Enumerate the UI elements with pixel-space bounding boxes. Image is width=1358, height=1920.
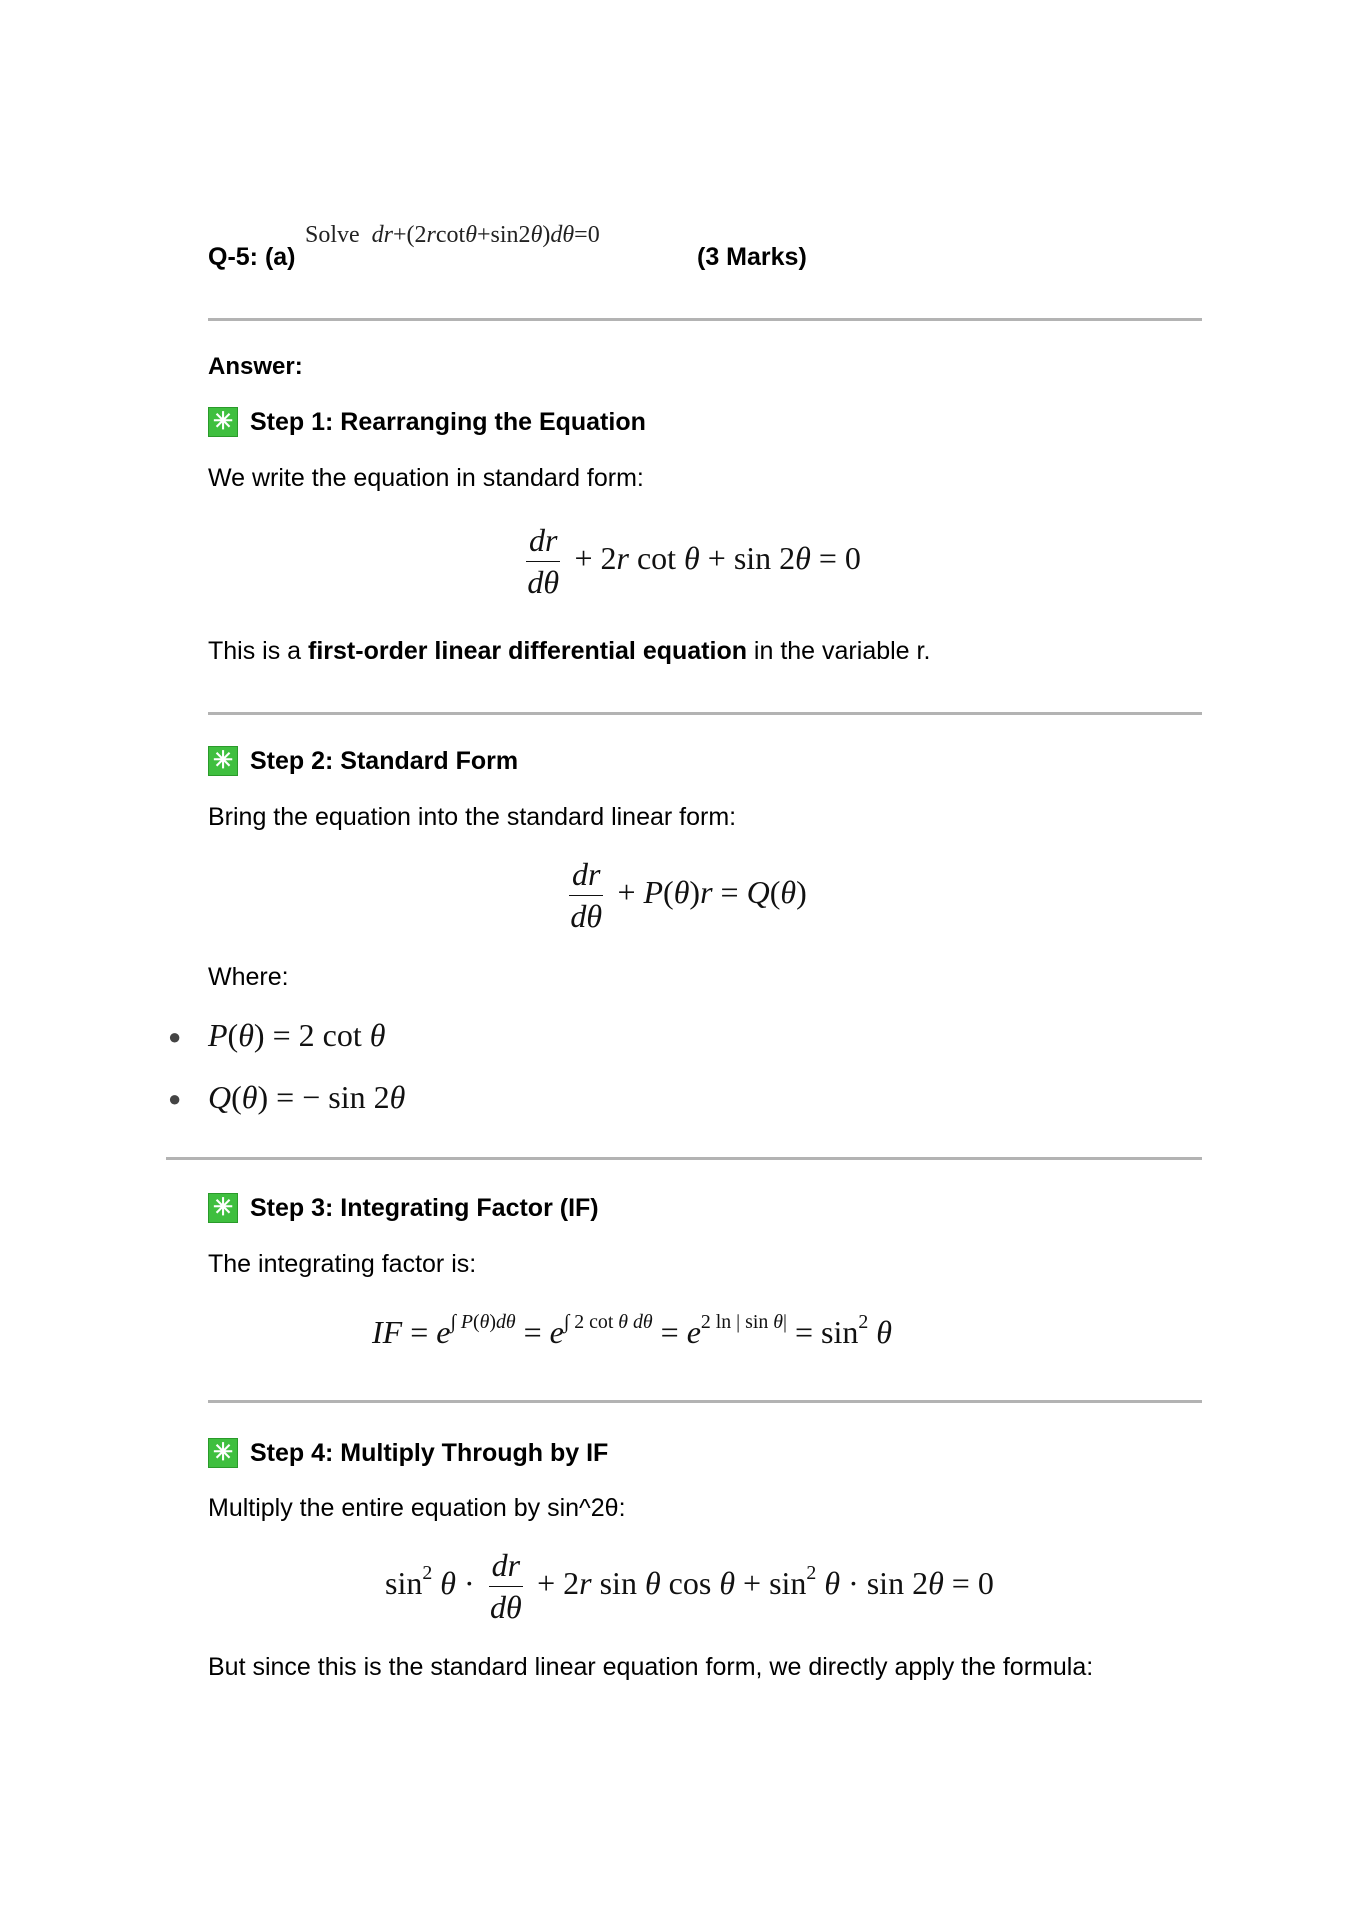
note-bold: first-order linear differential equation [308, 637, 747, 665]
step2-equation: $\frac{dr}{d\theta}$ + P(θ)r = Q(θ) [570, 856, 807, 934]
step4-intro: Multiply the entire equation by sin^2θ: [208, 1494, 626, 1522]
question-label: Q-5: (a) [208, 243, 296, 271]
divider [166, 1157, 1202, 1160]
bullet: ● [168, 1024, 182, 1049]
step4-equation: $\sin^2 \theta$ · $\frac{dr}{d\theta}$ + 2r sin θ $\cos \theta + \sin^2 \theta \cdot \sin 2\theta = 0$ [385, 1547, 994, 1625]
note-suffix: in the variable r. [746, 637, 931, 665]
step2-heading [208, 746, 518, 776]
step4-heading [208, 1438, 608, 1468]
answer-label: Answer: [208, 353, 303, 380]
p-theta-definition: P(θ) = 2 cot θ [208, 1017, 386, 1053]
step2-title: Step 2: Standard Form [250, 746, 519, 775]
step1-equation: $\frac{dr}{d\theta}$ + 2r cot θ + sin 2θ = 0 [527, 522, 861, 600]
sparkle-icon: ✳ [208, 746, 238, 776]
question-equation: Solve dr+(2rcotθ+sin2θ)dθ=0 [305, 222, 600, 248]
step3-title: Step 3: Integrating Factor (IF) [250, 1193, 599, 1222]
marks-label: (3 Marks) [697, 243, 807, 271]
bullet: ● [168, 1086, 182, 1111]
step4-conclusion: But since this is the standard linear equation form, we directly apply the formula: [208, 1653, 1094, 1681]
step2-intro: Bring the equation into the standard linear form: [208, 803, 737, 831]
note-prefix: This is a [208, 637, 309, 665]
where-label: Where: [208, 963, 289, 991]
sparkle-icon: ✳ [208, 407, 238, 437]
step3-intro: The integrating factor is: [208, 1250, 477, 1278]
sparkle-icon: ✳ [208, 1193, 238, 1223]
divider [208, 1400, 1202, 1403]
step1-title: Step 1: Rearranging the Equation [250, 407, 646, 436]
step4-title: Step 4: Multiply Through by IF [250, 1438, 609, 1467]
divider [208, 712, 1202, 715]
solve-word: Solve [305, 222, 360, 248]
divider [208, 318, 1202, 321]
integrating-factor-equation: IF = $e^{\int P(\theta)d\theta} = e^{\int 2 cot \theta d\theta} = e^{2 ln | sin \theta|} = \sin^2 \theta$ [372, 1311, 892, 1350]
sparkle-icon: ✳ [208, 1438, 238, 1468]
step1-heading [208, 407, 646, 437]
step1-intro: We write the equation in standard form: [208, 464, 644, 492]
q-theta-definition: Q(θ) = − sin 2θ [208, 1079, 406, 1115]
step3-heading [208, 1193, 599, 1223]
step1-note [208, 637, 930, 666]
